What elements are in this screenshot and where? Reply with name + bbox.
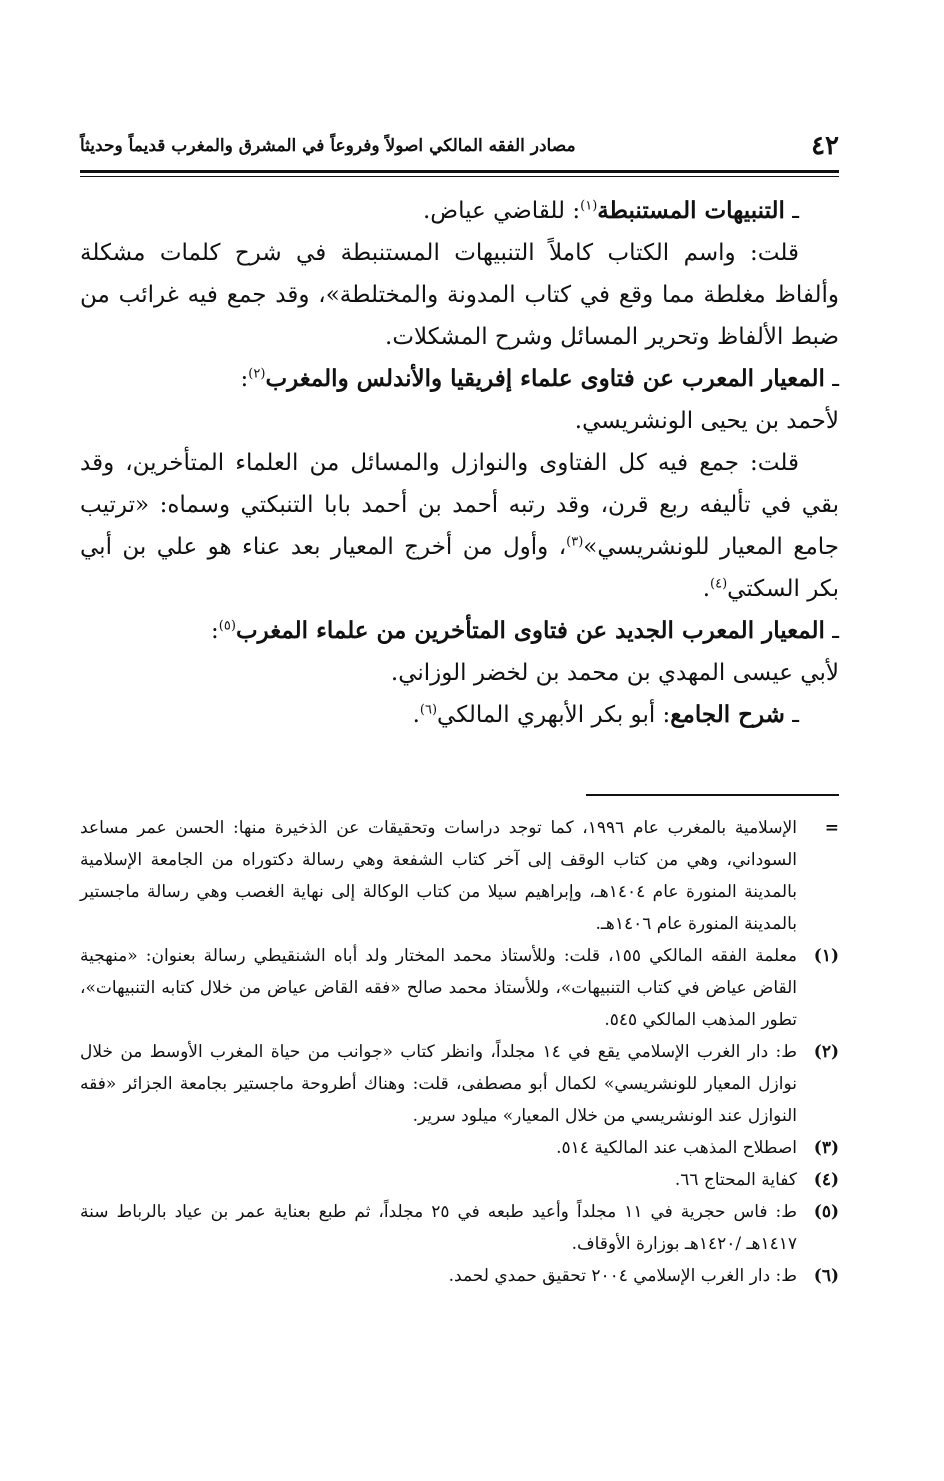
footnote-mark: (٥) xyxy=(813,1202,839,1222)
footnote-text: الإسلامية بالمغرب عام ١٩٩٦، كما توجد دراسات وتحقيقات عن الذخيرة منها: الحسن عمر مساعد السوداني، وهي من كتاب الوقف إلى آخر كتاب الشفعة وهي رسالة دكتوراه من الجامعة الإسلامية بالمدينة المنورة عام ١٤٠٤هـ، وإبراهيم سيلا من كتاب الوكالة إلى نهاية الغصب وهي رسالة ماجستير بالمدينة المنورة عام ١٤٠٦هـ. xyxy=(80,818,797,934)
entry-title: المعيار المعرب الجديد عن فتاوى المتأخرين من علماء المغرب xyxy=(235,617,825,644)
entry-title: التنبيهات المستنبطة xyxy=(597,197,785,224)
footnote-ref: (٦) xyxy=(419,702,438,718)
footnote-3 xyxy=(80,1132,839,1164)
entry-miyar-jadid: ـ المعيار المعرب الجديد عن فتاوى المتأخرين من علماء المغرب$^{(٥)}$: xyxy=(211,617,839,644)
paragraph: قلت: واسم الكتاب كاملاً التنبيهات المستنبطة في شرح كلمات مشكلة وألفاظ مغلطة مما وقع في كتاب المدونة والمختلطة»، وقد جمع فيه غرائب من ضبط الألفاظ وتحرير المسائل وشرح المشكلات. xyxy=(80,240,839,350)
footnote-continued xyxy=(80,812,839,940)
entry-title: شرح الجامع xyxy=(670,701,785,728)
body-text xyxy=(80,190,839,736)
entry-tanbihat: ـ التنبيهات المستنبطة$^{(١)}$: للقاضي عياض. xyxy=(422,197,799,224)
footnote-ref: (٥) xyxy=(218,618,236,634)
page-number: ٤٢ xyxy=(811,131,839,161)
footnotes xyxy=(80,812,839,1292)
footnote-ref: (١) xyxy=(580,198,598,214)
entry-sharh-jami: ـ شرح الجامع: أبو بكر الأبهري المالكي$^{(٦)}$. xyxy=(412,701,799,728)
footnote-mark: (٦) xyxy=(813,1266,839,1286)
footnote-mark: (٤) xyxy=(813,1170,839,1190)
footnote-6 xyxy=(80,1260,839,1292)
footnote-text: ط: فاس حجرية في ١١ مجلداً وأعيد طبعه في ٢٥ مجلداً، ثم طبع بعناية عمر بن عياد بالرباط سنة ١٤١٧هـ /١٤٢٠هـ بوزارة الأوقاف. xyxy=(80,1202,797,1254)
footnote-ref: (٤) xyxy=(710,576,728,592)
footnote-text: معلمة الفقه المالكي ١٥٥، قلت: وللأستاذ محمد المختار ولد أباه الشنقيطي رسالة بعنوان: «منهجية القاض عياض في كتاب التنبيهات»، وللأستاذ محمد صالح «فقه القاض عياض من خلال كتابه التنبيهات»، تطور المذهب المالكي ٥٤٥. xyxy=(80,946,797,1030)
footnote-text: كفاية المحتاج ٦٦. xyxy=(674,1170,797,1190)
entry-title: المعيار المعرب عن فتاوى علماء إفريقيا والأندلس والمغرب xyxy=(265,365,825,392)
footnote-text: ط: دار الغرب الإسلامي يقع في ١٤ مجلداً، وانظر كتاب «جوانب من حياة المغرب الأوسط من خلال نوازل المعيار للونشريسي» لكمال أبو مصطفى، قلت: وهناك أطروحة ماجستير بجامعة الجزائر «فقه النوازل عند الونشريسي من خلال المعيار» ميلود سرير. xyxy=(80,1042,797,1126)
footnote-text: ط: دار الغرب الإسلامي ٢٠٠٤ تحقيق حمدي لحمد. xyxy=(448,1266,797,1286)
footnote-mark: (٣) xyxy=(813,1138,839,1158)
header-rule-thin xyxy=(80,176,839,177)
page-header xyxy=(80,128,839,164)
entry-miyar: ـ المعيار المعرب عن فتاوى علماء إفريقيا والأندلس والمغرب$^{(٢)}$: xyxy=(240,365,839,392)
entry-author: لأبي عيسى المهدي بن محمد بن لخضر الوزاني. xyxy=(390,660,839,686)
header-rule-thick xyxy=(80,170,839,173)
footnote-mark: = xyxy=(824,818,839,838)
footnote-mark: (٢) xyxy=(813,1042,839,1062)
footnote-5 xyxy=(80,1196,839,1260)
footnote-ref: (٣) xyxy=(566,534,584,550)
footnote-ref: (٢) xyxy=(248,366,266,382)
entry-author: لأحمد بن يحيى الونشريسي. xyxy=(574,408,839,434)
footnote-text: اصطلاح المذهب عند المالكية ٥١٤. xyxy=(556,1138,797,1158)
footnote-2 xyxy=(80,1036,839,1132)
footnote-4 xyxy=(80,1164,839,1196)
footnote-separator xyxy=(586,794,839,796)
footnote-mark: (١) xyxy=(813,946,839,966)
footnote-1 xyxy=(80,940,839,1036)
running-title: مصادر الفقه المالكي اصولاً وفروعاً في المشرق والمغرب قديماً وحديثاً xyxy=(80,136,576,156)
paragraph: قلت: جمع فيه كل الفتاوى والنوازل والمسائل من العلماء المتأخرين، وقد بقي في تأليفه ربع قرن، وقد رتبه أحمد بن أحمد بابا التنبكتي وسماه: «ترتيب جامع المعيار للونشريسي»$^{(٣)}$، وأول من أخرج المعيار بعد عناء هو علي بن أبي بكر السكتي$^{(٤)}$. xyxy=(80,450,839,602)
